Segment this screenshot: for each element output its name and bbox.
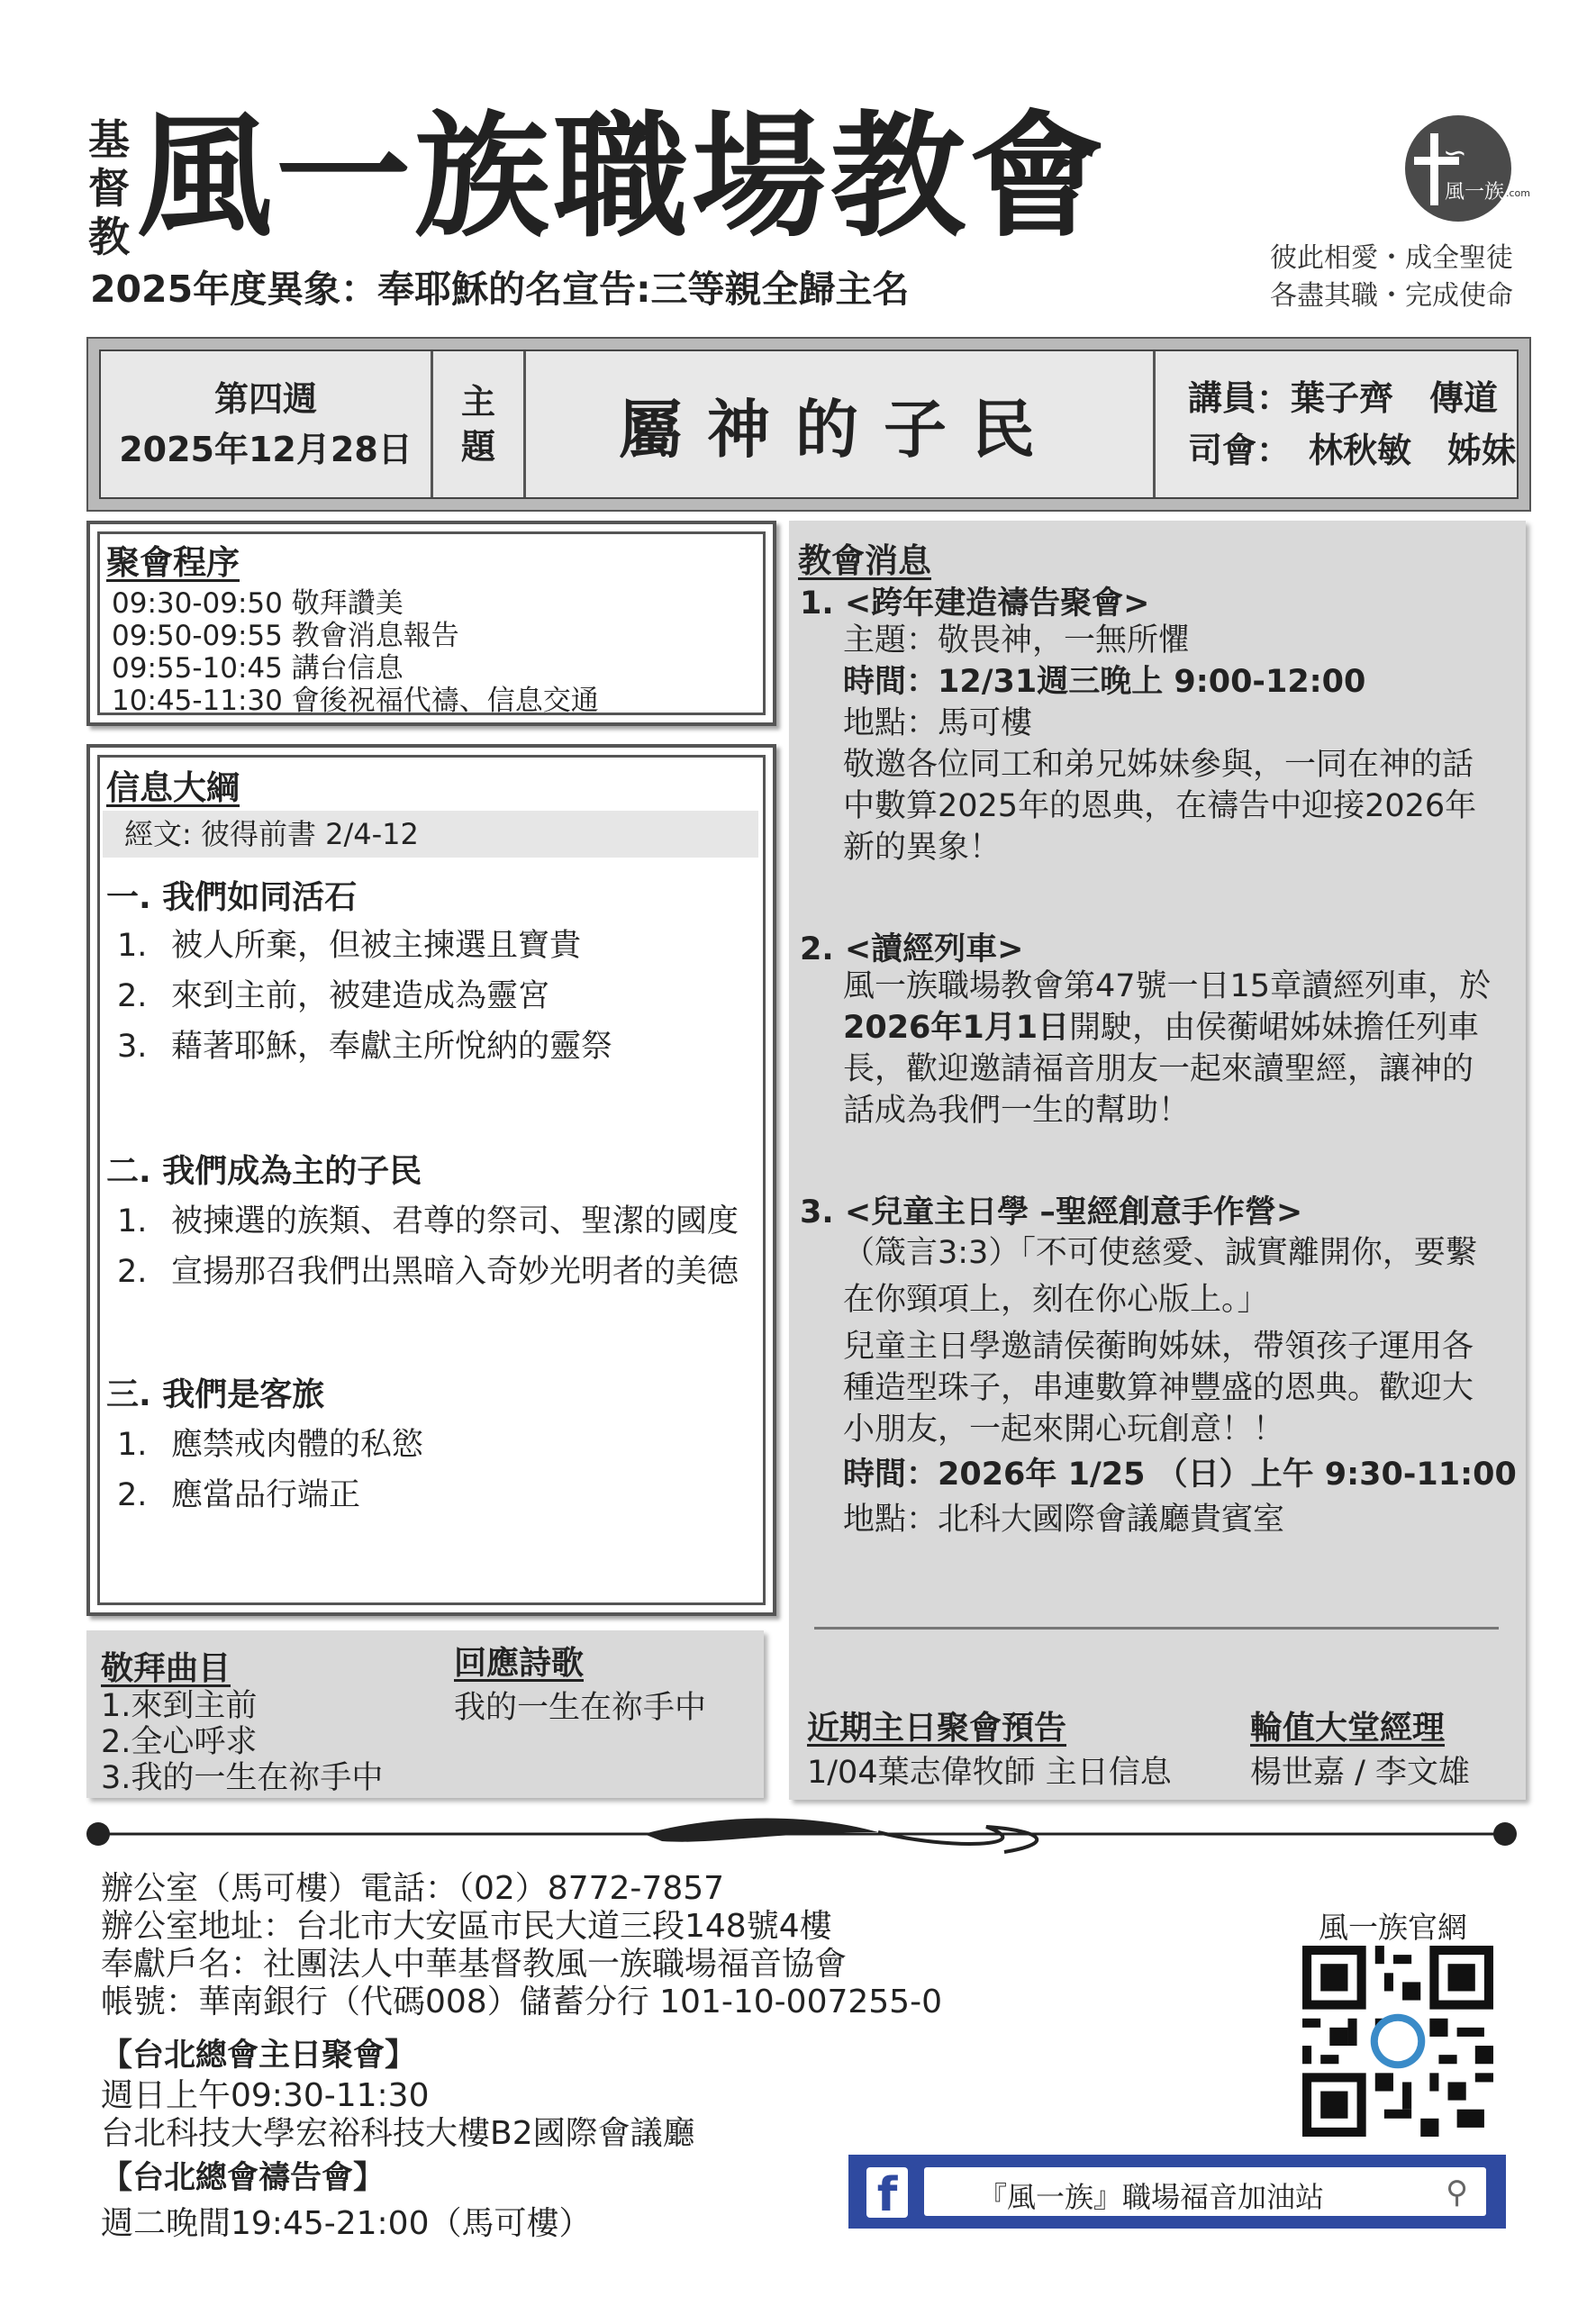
- program-item: 09:50-09:55 教會消息報告: [112, 620, 459, 652]
- service-date: 2025年12月28日: [119, 430, 413, 469]
- program-item: 09:30-09:50 敬拜讚美: [112, 587, 404, 620]
- outline-point: 2. 應當品行端正: [117, 1477, 361, 1513]
- facebook-page-name: 『風一族』職場福音加油站: [978, 2180, 1325, 2214]
- news-text: 敬邀各位同工和弟兄姊妹參與，一同在神的話: [843, 747, 1474, 783]
- scripture-reference: 經文: 彼得前書 2/4-12: [103, 811, 758, 858]
- program-item: 09:55-10:45 講台信息: [112, 652, 404, 685]
- news-text: 在你頸項上，刻在你心版上。」: [843, 1282, 1269, 1318]
- outline-point: 1. 應禁戒肉體的私慾: [117, 1427, 424, 1463]
- outline-title: 信息大綱: [106, 768, 240, 807]
- song-item: 1.來到主前: [101, 1688, 258, 1724]
- news-time: 時間：2026年 1/25 （日）上午 9:30-11:00: [843, 1457, 1517, 1493]
- program-list: [112, 587, 599, 717]
- qr-code-icon[interactable]: [1302, 1946, 1493, 2137]
- news-item-heading: 1. <跨年建造禱告聚會>: [800, 586, 1150, 622]
- song-item: 3.我的一生在祢手中: [101, 1760, 384, 1796]
- hymns-box: [86, 1630, 764, 1798]
- facebook-icon: f: [866, 2167, 908, 2218]
- week-label: 第四週: [213, 379, 317, 419]
- sermon-title: 屬神的子民: [526, 351, 1156, 497]
- search-icon[interactable]: ⚲: [1446, 2174, 1468, 2211]
- news-item-heading: 3. <兒童主日學 –聖經創意手作營>: [800, 1194, 1303, 1230]
- news-text: 新的異象！: [843, 830, 1002, 866]
- ornament-divider: [86, 1805, 1527, 1859]
- outline-point: 2. 宣揚那召我們出黑暗入奇妙光明者的美德: [117, 1254, 739, 1290]
- divider: [814, 1627, 1499, 1630]
- news-text: 2026年1月1日開駛，由侯蘅峮姊妹擔任列車: [843, 1010, 1480, 1046]
- outline-point: 1. 被揀選的族類、君尊的祭司、聖潔的國度: [117, 1203, 739, 1239]
- news-text: （箴言3:3）「不可使慈愛、誠實離開你，要繫: [843, 1235, 1477, 1271]
- week-date-cell: [101, 351, 433, 497]
- outline-heading: 一. 我們如同活石: [106, 879, 358, 916]
- church-logo: ∽ 風一族: [1405, 115, 1511, 222]
- outline-heading: 二. 我們成為主的子民: [106, 1153, 422, 1190]
- speaker: 講員：葉子齊 傳道: [1188, 378, 1499, 418]
- theme-bar: [86, 337, 1531, 512]
- response-song-title: 回應詩歌: [454, 1645, 585, 1682]
- office-phone: 辦公室（馬可樓）電話：（02）8772-7857: [101, 1870, 725, 1907]
- facebook-banner[interactable]: [848, 2155, 1506, 2229]
- news-text: 風一族職場教會第47號一日15章讀經列車，於: [843, 968, 1492, 1004]
- program-box: [86, 521, 776, 726]
- news-panel: [789, 521, 1526, 1800]
- account-name: 奉獻戶名：社團法人中華基督教風一族職場福音協會: [101, 1946, 848, 1983]
- upcoming-title: 近期主日聚會預告: [807, 1710, 1067, 1747]
- outline-point: 1. 被人所棄，但被主揀選且寶貴: [117, 928, 582, 964]
- worship-songs-title: 敬拜曲目: [101, 1650, 231, 1687]
- duty-manager-title: 輪值大堂經理: [1250, 1710, 1446, 1747]
- news-place: 地點：馬可樓: [843, 705, 1033, 741]
- facebook-search-bar[interactable]: [924, 2167, 1486, 2216]
- vertical-label: 基 督 教: [88, 115, 130, 261]
- sunday-meeting-title: 【台北總會主日聚會】: [101, 2038, 417, 2074]
- ornament-swirl: [644, 1818, 878, 1841]
- program-item: 10:45-11:30 會後祝福代禱、信息交通: [112, 685, 599, 717]
- upcoming-service: 1/04葉志偉牧師 主日信息: [807, 1755, 1172, 1791]
- sunday-meeting-time: 週日上午09:30-11:30: [101, 2077, 430, 2114]
- news-item-heading: 2. <讀經列車>: [800, 931, 1024, 967]
- website-label: 風一族官網: [1319, 1910, 1467, 1945]
- speaker-cell: [1156, 351, 1517, 497]
- church-name: 風一族職場教會: [137, 99, 1109, 256]
- news-text: 長，歡迎邀請福音朋友一起來讀聖經，讓神的: [843, 1051, 1474, 1087]
- host: 司會： 林秋敏 姊妹: [1188, 431, 1517, 470]
- outline-point: 3. 藉著耶穌，奉獻主所悅納的靈祭: [117, 1029, 613, 1065]
- news-text: 主題：敬畏神，一無所懼: [843, 622, 1191, 658]
- news-time: 時間：12/31週三晚上 9:00-12:00: [843, 664, 1366, 700]
- response-song: 我的一生在祢手中: [454, 1690, 707, 1726]
- logo-suffix: .com: [1506, 187, 1530, 199]
- theme-label-cell: 主 題: [433, 351, 526, 497]
- outline-heading: 三. 我們是客旅: [106, 1376, 325, 1413]
- duty-managers: 楊世嘉 / 李文雄: [1250, 1755, 1471, 1791]
- news-text: 種造型珠子，串連數算神豐盛的恩典。歡迎大: [843, 1370, 1474, 1406]
- news-text: 話成為我們一生的幫助！: [843, 1093, 1191, 1129]
- news-text: 兒童主日學邀請侯蘅眴姊妹，帶領孩子運用各: [843, 1329, 1474, 1365]
- sunday-meeting-place: 台北科技大學宏裕科技大樓B2國際會議廳: [101, 2115, 695, 2152]
- worship-songs-list: [101, 1688, 383, 1796]
- outline-box: [86, 744, 776, 1616]
- bank-account: 帳號：華南銀行（代碼008）儲蓄分行 101-10-007255-0: [101, 1984, 942, 2020]
- outline-point: 2. 來到主前，被建造成為靈宮: [117, 978, 550, 1014]
- motto: 彼此相愛・成全聖徒 各盡其職・完成使命: [1270, 242, 1513, 312]
- wave-icon: ∽: [1443, 135, 1467, 169]
- song-item: 2.全心呼求: [101, 1724, 258, 1760]
- prayer-meeting-time: 週二晚間19:45-21:00（馬可樓）: [101, 2205, 592, 2242]
- office-address: 辦公室地址：台北市大安區市民大道三段148號4樓: [101, 1908, 832, 1945]
- news-place: 地點：北科大國際會議廳貴賓室: [843, 1502, 1285, 1538]
- annual-vision: 2025年度異象：奉耶穌的名宣告:三等親全歸主名: [90, 268, 910, 311]
- prayer-meeting-title: 【台北總會禱告會】: [101, 2160, 385, 2196]
- program-title: 聚會程序: [106, 543, 240, 582]
- ornament-flourish: [878, 1827, 1037, 1852]
- news-title: 教會消息: [798, 541, 931, 580]
- news-text: 中數算2025年的恩典，在禱告中迎接2026年: [843, 788, 1477, 824]
- news-text: 小朋友，一起來開心玩創意！！: [843, 1412, 1285, 1448]
